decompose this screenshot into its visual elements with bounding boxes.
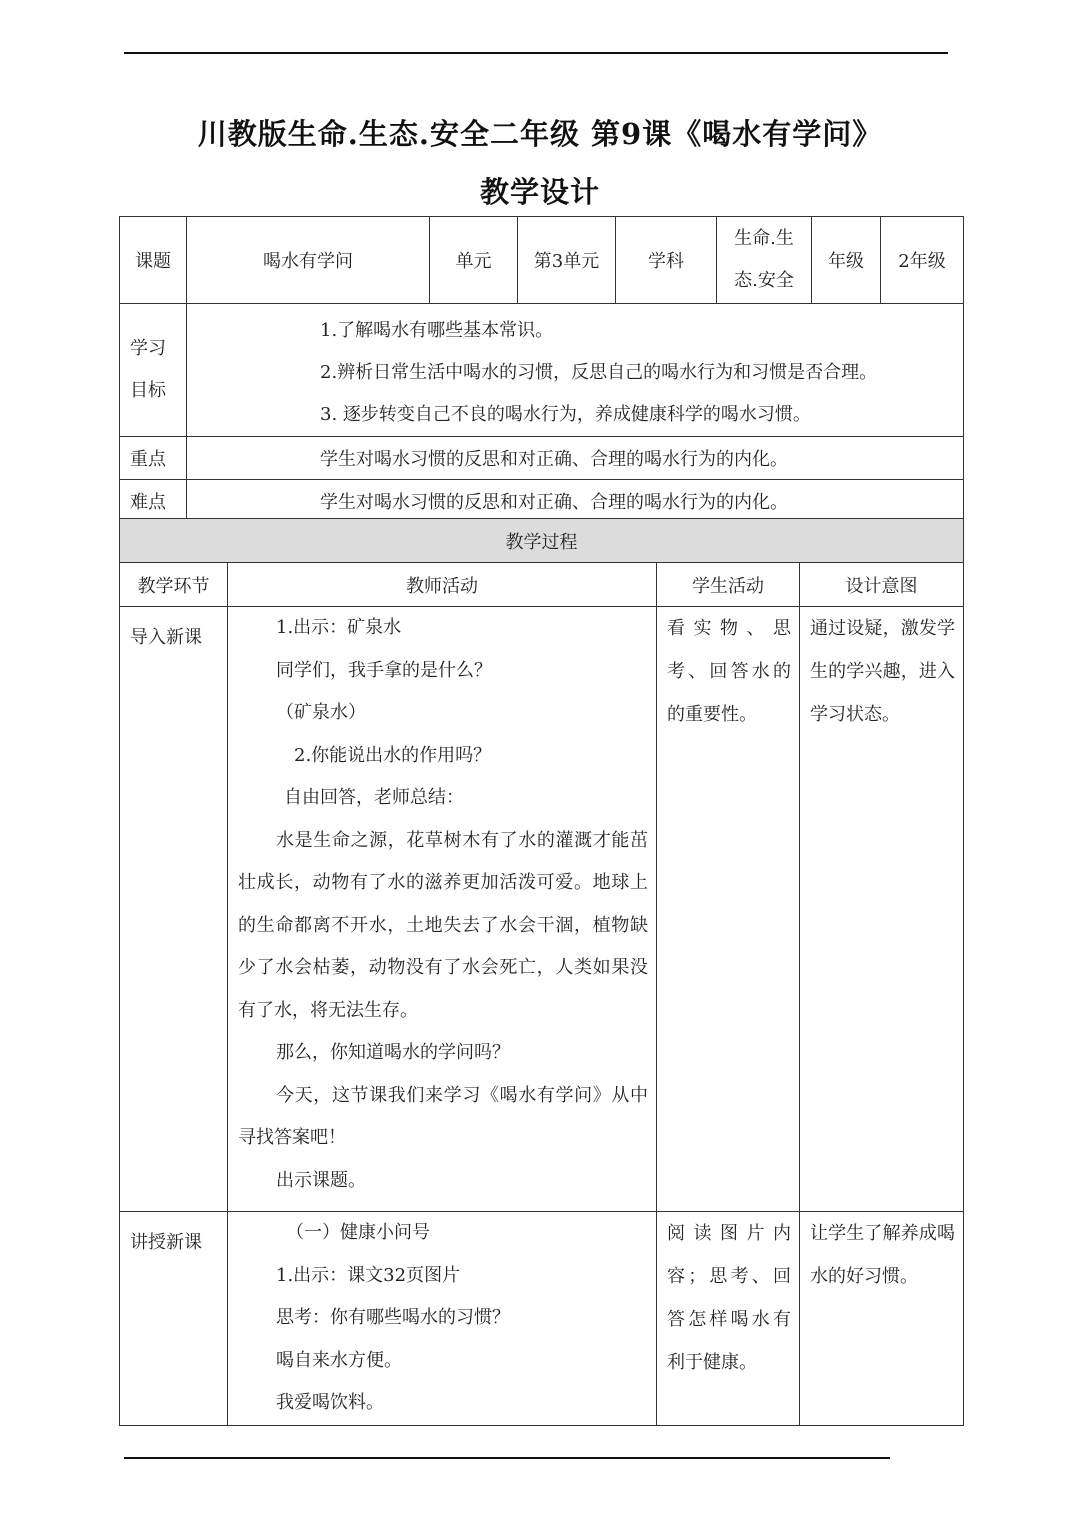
process-row-intro [120,607,964,1212]
difficulty-value: 学生对喝水习惯的反思和对正确、合理的喝水行为的内化。 [187,480,964,523]
subject-label: 学科 [616,217,717,304]
lesson-meta-row [120,217,964,304]
teacher-line: 2.你能说出水的作用吗？ [294,744,492,766]
teacher-activity-cell [228,1212,657,1426]
header-rule [124,52,948,54]
process-row-new-lesson [120,1212,964,1426]
teacher-line: 那么，你知道喝水的学问吗？ [276,1042,510,1063]
teacher-line: 1.出示：课文32页图片 [276,1264,461,1286]
document-subtitle: 教学设计 [479,175,600,209]
teaching-process-table [119,518,964,1426]
process-header-row [120,563,964,607]
teacher-line: （一）健康小问号 [286,1222,430,1243]
goals-label-line2: 目标 [130,380,166,401]
unit-value: 第3单元 [518,217,616,304]
key-value: 学生对喝水习惯的反思和对正确、合理的喝水行为的内化。 [187,437,964,480]
grade-value: 2年级 [881,217,964,304]
header-student: 学生活动 [657,563,800,607]
teacher-line: （矿泉水） [276,702,366,723]
goal-item: 1.了解喝水有哪些基本常识。 [320,320,554,341]
teacher-paragraph: 今天，这节课我们来学习《喝水有学问》从中寻找答案吧！ [238,1084,648,1148]
topic-value: 喝水有学问 [187,217,430,304]
footer-rule [124,1457,890,1459]
teacher-line: 1.出示：矿泉水 [276,617,402,638]
process-band-row [120,519,964,563]
teacher-paragraph: 水是生命之源，花草树木有了水的灌溉才能茁壮成长，动物有了水的滋养更加活泼可爱。地球上的生命都离不开水，土地失去了水会干涸，植物缺少了水会枯萎，动物没有了水会死亡，人类如果没有了水，将无法生存。 [238,829,648,1021]
difficulty-row [120,480,964,523]
teacher-line: 思考：你有哪些喝水的习惯？ [276,1307,510,1328]
key-label: 重点 [120,437,187,480]
process-band-title: 教学过程 [120,519,964,563]
teacher-line: 我爱喝饮料。 [276,1392,384,1413]
difficulty-label: 难点 [120,480,187,523]
student-activity-cell: 看实物、思考、回答水的的重要性。 [657,607,800,1212]
stage-cell: 导入新课 [120,607,228,1212]
subject-value-line1: 生命.生 [734,228,794,249]
teacher-line: 自由回答，老师总结： [284,787,464,808]
goal-item: 3. 逐步转变自己不良的喝水行为，养成健康科学的喝水习惯。 [320,404,811,425]
header-intent: 设计意图 [800,563,964,607]
teacher-line: 出示课题。 [276,1169,366,1191]
teacher-line: 同学们，我手拿的是什么？ [276,659,492,681]
subject-value-line2: 态.安全 [734,270,794,291]
unit-label: 单元 [430,217,518,304]
lesson-info-table [119,216,964,523]
goal-item: 2.辨析日常生活中喝水的习惯，反思自己的喝水行为和习惯是否合理。 [320,362,878,383]
header-teacher: 教师活动 [228,563,657,607]
goals-list [187,304,964,437]
goals-label-line1: 学习 [130,338,166,359]
teacher-line: 喝自来水方便。 [276,1349,402,1371]
document-title: 川教版生命.生态.安全二年级 第9课《喝水有学问》 [197,117,883,151]
learning-goals-row [120,304,964,437]
key-point-row [120,437,964,480]
goals-label [120,304,187,437]
topic-label: 课题 [120,217,187,304]
header-stage: 教学环节 [120,563,228,607]
teacher-activity-cell [228,607,657,1212]
design-intent-cell: 让学生了解养成喝水的好习惯。 [800,1212,964,1426]
student-activity-cell: 阅读图片内容；思考、回答怎样喝水有利于健康。 [657,1212,800,1426]
design-intent-cell: 通过设疑，激发学生的学兴趣，进入学习状态。 [800,607,964,1212]
grade-label: 年级 [812,217,881,304]
subject-value [717,217,812,304]
stage-cell: 讲授新课 [120,1212,228,1426]
